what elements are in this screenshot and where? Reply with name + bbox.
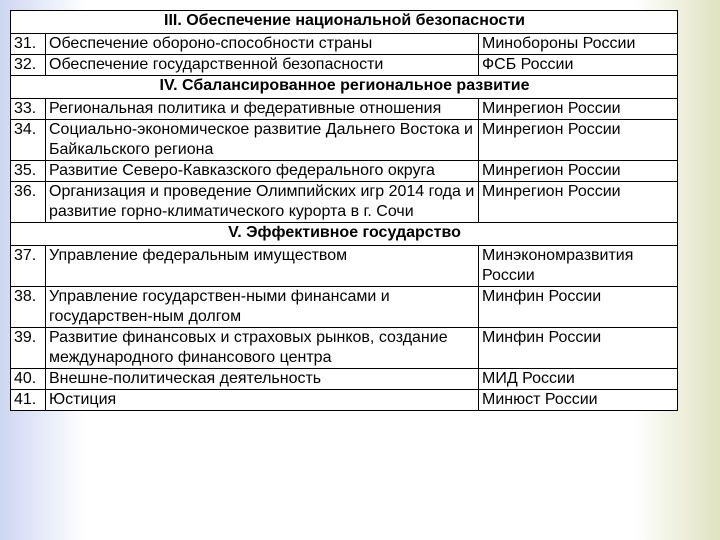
ministry-name: Минфин России [479, 328, 678, 369]
ministry-name: Минрегион России [479, 120, 678, 161]
table-row [11, 182, 678, 223]
program-name: Социально-экономическое развитие Дальнего Востока и Байкальского региона [46, 120, 479, 161]
row-number: 40. [11, 369, 46, 390]
program-name: Организация и проведение Олимпийских игр 2014 года и развитие горно-климатического курорта в г. Сочи [46, 182, 479, 223]
section-header-row [11, 76, 678, 99]
programs-table [10, 10, 678, 411]
section-header-row [11, 11, 678, 34]
table-row [11, 55, 678, 76]
ministry-name: Минобороны России [479, 34, 678, 55]
ministry-name: МИД России [479, 369, 678, 390]
table-row [11, 246, 678, 287]
ministry-name: Минюст России [479, 390, 678, 411]
section-title: V. Эффективное государство [11, 223, 678, 246]
ministry-name: ФСБ России [479, 55, 678, 76]
table-row [11, 390, 678, 411]
program-name: Обеспечение обороно-способности страны [46, 34, 479, 55]
table-row [11, 287, 678, 328]
program-name: Юстиция [46, 390, 479, 411]
ministry-name: Минфин России [479, 287, 678, 328]
section-title: IV. Сбалансированное региональное развитие [11, 76, 678, 99]
row-number: 38. [11, 287, 46, 328]
row-number: 41. [11, 390, 46, 411]
ministry-name: Минрегион России [479, 182, 678, 223]
ministry-name: Минрегион России [479, 161, 678, 182]
section-title: III. Обеспечение национальной безопасности [11, 11, 678, 34]
row-number: 34. [11, 120, 46, 161]
table-row [11, 34, 678, 55]
table-row [11, 161, 678, 182]
table-row [11, 99, 678, 120]
row-number: 35. [11, 161, 46, 182]
table-row [11, 369, 678, 390]
program-name: Внешне-политическая деятельность [46, 369, 479, 390]
section-header-row [11, 223, 678, 246]
row-number: 32. [11, 55, 46, 76]
ministry-name: Минэкономразвития России [479, 246, 678, 287]
slide [10, 10, 677, 532]
row-number: 31. [11, 34, 46, 55]
ministry-name: Минрегион России [479, 99, 678, 120]
program-name: Управление федеральным имуществом [46, 246, 479, 287]
program-name: Развитие финансовых и страховых рынков, создание международного финансового центра [46, 328, 479, 369]
row-number: 39. [11, 328, 46, 369]
program-name: Обеспечение государственной безопасности [46, 55, 479, 76]
table-row [11, 328, 678, 369]
program-name: Региональная политика и федеративные отношения [46, 99, 479, 120]
row-number: 37. [11, 246, 46, 287]
row-number: 33. [11, 99, 46, 120]
table-row [11, 120, 678, 161]
program-name: Развитие Северо-Кавказского федерального округа [46, 161, 479, 182]
row-number: 36. [11, 182, 46, 223]
program-name: Управление государствен-ными финансами и государствен-ным долгом [46, 287, 479, 328]
